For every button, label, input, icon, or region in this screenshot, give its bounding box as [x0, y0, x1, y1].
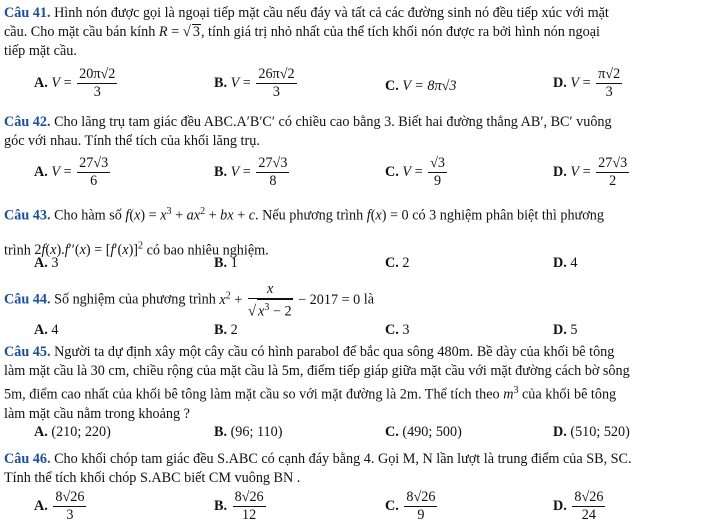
question-text: Số nghiệm của phương trình [50, 291, 220, 308]
question-text: tiếp mặt cầu. [4, 43, 77, 59]
text-fragment: 3 [66, 507, 74, 523]
text-fragment: 27√3 [79, 155, 109, 171]
text-fragment: D. [553, 322, 567, 338]
text-fragment: A. [34, 497, 48, 514]
text-fragment: D. [553, 163, 567, 180]
question-text: Cho hàm số [50, 207, 126, 224]
text-fragment: 2 [609, 173, 617, 189]
text-fragment: 3 [272, 84, 280, 100]
text-fragment: (96; 110) [230, 424, 283, 440]
text-fragment: C. [385, 322, 399, 338]
question-text: là [360, 291, 375, 308]
option-a[interactable] [34, 424, 111, 444]
question-text: làm mặt cầu nằm trong khoảng ? [4, 405, 190, 422]
question-text: Hình nón được gọi là ngoại tiếp mặt cầu nếu đáy và tất cả các đường sinh nó đều tiếp xúc với mặt [50, 5, 609, 21]
option-d[interactable] [553, 255, 577, 274]
text-fragment: 27√3 [598, 155, 628, 171]
text-fragment: 8√26 [406, 489, 436, 505]
option-d[interactable]: D. V = $\frac{\pi√2}{3}$ [553, 66, 621, 100]
option-b[interactable] [214, 424, 282, 444]
question-text: có 3 nghiệm phân biệt thì phương [408, 207, 604, 224]
question-text: . Nếu phương trình [255, 207, 367, 224]
option-b[interactable] [214, 489, 268, 529]
question-44 [4, 277, 702, 320]
option-c[interactable] [385, 424, 462, 444]
text-fragment: 6 [90, 173, 98, 189]
text-fragment: B. [214, 255, 228, 271]
text-fragment: 9 [434, 173, 442, 189]
text-fragment: D. [553, 424, 567, 440]
options-45 [0, 424, 706, 444]
question-text: làm mặt cầu là 30 cm, chiều rộng của mặt cầu là 5m, điểm tiếp giáp giữa mặt cầu với mặt đường cách bờ sông [4, 363, 630, 379]
text-fragment: 12 [242, 507, 257, 523]
text-fragment: 3 [402, 322, 410, 338]
question-text: , tính giá trị nhỏ nhất của thể tích khối nón được ra bởi hình nón ngoại [200, 24, 600, 40]
text-fragment: 3 [93, 84, 101, 100]
options-44 [0, 322, 706, 341]
text-fragment: 3 [51, 255, 59, 271]
text-fragment: 5 [570, 322, 578, 338]
question-text: có bao nhiêu nghiệm. [143, 242, 269, 259]
question-text: góc với nhau. Tính thể tích của khối lăng trụ. [4, 133, 260, 149]
option-a[interactable]: A. V = $\frac{20\pi√2}{3}$ [34, 66, 116, 100]
text-fragment: C. [385, 163, 399, 180]
text-fragment: (490; 500) [402, 424, 462, 440]
options-43 [0, 255, 706, 274]
question-text: của khối bê tông [518, 386, 617, 403]
text-fragment: B. [214, 424, 228, 440]
text-fragment: C. [385, 497, 399, 514]
formula-radius: R [158, 24, 168, 40]
text-fragment: 27√3 [258, 155, 288, 171]
question-text: Cho khối chóp tam giác đều S.ABC có cạnh đáy bằng 4. Gọi M, N lần lượt là trung điểm của SB, SC. [50, 451, 632, 467]
option-b[interactable]: B. V = $\frac{26\pi√2}{3}$ [214, 66, 295, 100]
question-number: Câu 46. [4, 451, 51, 467]
question-text: cầu. Cho mặt cầu bán kính [4, 24, 159, 40]
text-fragment: B. [214, 163, 228, 180]
text-fragment: D. [553, 497, 567, 514]
option-b[interactable] [214, 322, 238, 341]
formula-equation: $x^2$ + $\frac{x}{√ x^3 - 2}$ − 2017 = 0 [219, 280, 361, 320]
option-a[interactable] [34, 255, 58, 274]
option-c[interactable]: C. V = $\frac{√3}{9}$ [385, 155, 446, 189]
text-fragment: B. [214, 497, 228, 514]
text-fragment: 8√26 [574, 489, 604, 505]
text-fragment: (210; 220) [51, 424, 111, 440]
question-number: Câu 44. [4, 291, 51, 308]
question-number: Câu 45. [4, 344, 51, 360]
question-45: Câu 45. Người ta dự định xây một cây cầu có hình parabol để bắc qua sông 480m. Bề dày của khối bê tông làm mặt cầu là 30 cm, chiều rộng của mặt cầu là 5m, điểm tiếp giáp giữa mặt cầu với mặt đường cách bờ sông 5m, điểm cao nhất của khối bê tông làm mặt cầu so với mặt đường là 2m. Thể tích theo $m^3$ của khối bê tông làm mặt cầu nằm trong khoảng ? [4, 344, 630, 422]
text-fragment: V = 8π√3 [402, 78, 457, 94]
text-fragment: 8√26 [55, 489, 85, 505]
text-fragment: B. [214, 74, 228, 91]
formula-function: f [125, 207, 130, 224]
text-fragment: √3 [430, 155, 446, 171]
question-text: Tính thể tích khối chóp S.ABC biết CM vuông BN . [4, 470, 301, 486]
text-fragment: 4 [570, 255, 578, 271]
question-43: Câu 43. Cho hàm số $f(x) = x^3 + ax^2$ + bx + c. Nếu phương trình f(x) = 0 có 3 nghiệm phân biệt thì phương trình $2f(x).f''(x) = [f'(x)]^2$ có bao nhiêu nghiệm. [4, 206, 604, 259]
text-fragment: C. [385, 255, 399, 271]
text-fragment: D. [553, 74, 567, 91]
text-fragment: 20π√2 [79, 66, 116, 82]
question-42 [4, 113, 702, 151]
question-text: Cho lăng trụ tam giác đều ABC.A′B′C′ có chiều cao bằng 3. Biết hai đường thẳng AB′, BC′ vuông [50, 114, 612, 130]
text-fragment: 24 [581, 507, 596, 523]
options-42 [0, 155, 706, 195]
text-fragment: A. [34, 163, 48, 180]
text-fragment: 2 [402, 255, 410, 271]
option-c[interactable] [385, 489, 439, 529]
question-41: Câu 41. Hình nón được gọi là ngoại tiếp mặt cầu nếu đáy và tất cả các đường sinh nó đều tiếp xúc với mặt cầu. Cho mặt cầu bán kính R = √ 3, tính giá trị nhỏ nhất của thể tích khối nón được ra bởi hình nón ngoại tiếp mặt cầu. [4, 5, 609, 59]
question-text: trình [4, 242, 35, 259]
text-fragment: π√2 [598, 66, 621, 82]
option-c[interactable] [385, 322, 409, 341]
question-number: Câu 41. [4, 5, 51, 21]
option-b[interactable] [214, 255, 238, 274]
option-b[interactable]: B. V = $\frac{27√3}{8}$ [214, 155, 288, 189]
question-text: 5m, điểm cao nhất của khối bê tông làm mặt cầu so với mặt đường là 2m. Thể tích theo [4, 386, 504, 403]
option-c[interactable] [385, 66, 457, 106]
option-d[interactable] [553, 424, 630, 444]
option-d[interactable]: D. V = $\frac{27√3}{2}$ [553, 155, 628, 189]
option-c[interactable] [385, 255, 409, 274]
text-fragment: (510; 520) [570, 424, 630, 440]
question-text: Người ta dự định xây một cây cầu có hình parabol để bắc qua sông 480m. Bề dày của khối bê tông [50, 344, 615, 360]
text-fragment: C. [385, 424, 399, 440]
text-fragment: 9 [417, 507, 425, 523]
text-fragment: A. [34, 74, 48, 91]
option-a[interactable] [34, 489, 88, 529]
options-41 [0, 66, 706, 106]
unit-m3: m [503, 386, 514, 403]
formula-equation: $2f(x).f''(x) = [f'(x)]^2$ [34, 240, 144, 259]
option-a[interactable]: A. V = $\frac{27√3}{6}$ [34, 155, 109, 189]
options-46 [0, 489, 706, 529]
question-number: Câu 42. [4, 114, 51, 130]
text-fragment: C. [385, 78, 399, 94]
question-46 [4, 450, 702, 488]
text-fragment: 4 [51, 322, 59, 338]
text-fragment: 1 [230, 255, 238, 271]
text-fragment: 8 [269, 173, 277, 189]
text-fragment: B. [214, 322, 228, 338]
text-fragment: A. [34, 255, 48, 271]
text-fragment: A. [34, 322, 48, 338]
text-fragment: 8√26 [234, 489, 264, 505]
option-d[interactable] [553, 322, 577, 341]
text-fragment: 3 [605, 84, 613, 100]
option-a[interactable] [34, 322, 58, 341]
text-fragment: 2 [230, 322, 238, 338]
text-fragment: A. [34, 424, 48, 440]
text-fragment: D. [553, 255, 567, 271]
text-fragment: 26π√2 [258, 66, 295, 82]
option-d[interactable] [553, 489, 607, 529]
question-number: Câu 43. [4, 207, 51, 224]
